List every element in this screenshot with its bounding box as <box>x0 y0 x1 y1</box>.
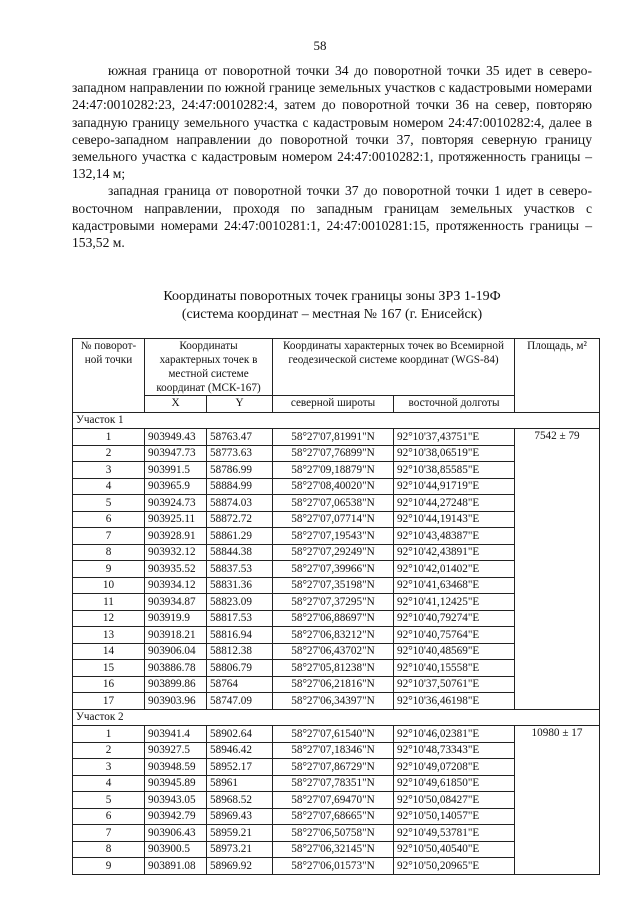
cell-longitude: 92°10'42,01402"E <box>394 561 515 578</box>
cell-longitude: 92°10'50,20965"E <box>394 858 515 875</box>
cell-latitude: 58°27'07,07714"N <box>273 511 394 528</box>
cell-x: 903925.11 <box>145 511 207 528</box>
paragraph-west-border: западная граница от поворотной точки 37 до поворотной точки 1 идет в северо-восточном направлении, проходя по западным границам земельных участков с кадастровыми номерами 24:47:0010281:1, 24:47:0010281:15, протяженность границы – 153,52 м. <box>72 183 592 251</box>
cell-longitude: 92°10'50,08427"E <box>394 792 515 809</box>
cell-y: 58817.53 <box>207 610 273 627</box>
cell-x: 903903.96 <box>145 693 207 710</box>
cell-longitude: 92°10'37,50761"E <box>394 676 515 693</box>
cell-latitude: 58°27'07,37295"N <box>273 594 394 611</box>
cell-y: 58763.47 <box>207 429 273 446</box>
cell-x: 903943.05 <box>145 792 207 809</box>
cell-point-number: 2 <box>73 445 145 462</box>
table-row <box>73 429 600 446</box>
cell-y: 58861.29 <box>207 528 273 545</box>
cell-longitude: 92°10'36,46198"E <box>394 693 515 710</box>
cell-longitude: 92°10'44,19143"E <box>394 511 515 528</box>
cell-latitude: 58°27'05,81238"N <box>273 660 394 677</box>
cell-x: 903886.78 <box>145 660 207 677</box>
cell-y: 58831.36 <box>207 577 273 594</box>
cell-longitude: 92°10'44,91719"E <box>394 478 515 495</box>
cell-point-number: 12 <box>73 610 145 627</box>
cell-x: 903927.5 <box>145 742 207 759</box>
cell-latitude: 58°27'06,32145"N <box>273 841 394 858</box>
cell-point-number: 4 <box>73 478 145 495</box>
header-area: Площадь, м² <box>515 339 600 413</box>
cell-point-number: 14 <box>73 643 145 660</box>
cell-latitude: 58°27'07,06538"N <box>273 495 394 512</box>
cell-longitude: 92°10'50,14057"E <box>394 808 515 825</box>
cell-latitude: 58°27'07,68665"N <box>273 808 394 825</box>
cell-x: 903945.89 <box>145 775 207 792</box>
cell-point-number: 6 <box>73 511 145 528</box>
cell-latitude: 58°27'06,83212"N <box>273 627 394 644</box>
paragraph-south-border: южная граница от поворотной точки 34 до поворотной точки 35 идет в северо-западном направлении по южной границе земельных участков с кадастровыми номерами 24:47:0010282:23, 24:47:0010282:4, затем до поворотной точки 36 на север, повторяю западную границу земельного участка с кадастровым номером 24:47:0010282:4, далее в северо-западном направлении до поворотной точки 37, повторяя северную границу земельного участка с кадастровым номером 24:47:0010282:1, протяженность границы – 132,14 м; <box>72 63 592 182</box>
cell-point-number: 16 <box>73 676 145 693</box>
cell-latitude: 58°27'07,35198"N <box>273 577 394 594</box>
cell-point-number: 3 <box>73 462 145 479</box>
section-row <box>73 412 600 429</box>
cell-point-number: 1 <box>73 429 145 446</box>
cell-x: 903928.91 <box>145 528 207 545</box>
cell-area: 7542 ± 79 <box>515 429 600 710</box>
cell-point-number: 2 <box>73 742 145 759</box>
cell-latitude: 58°27'07,61540"N <box>273 726 394 743</box>
cell-point-number: 17 <box>73 693 145 710</box>
cell-y: 58969.92 <box>207 858 273 875</box>
coordinates-table <box>72 338 600 875</box>
cell-x: 903965.9 <box>145 478 207 495</box>
cell-latitude: 58°27'07,69470"N <box>273 792 394 809</box>
cell-longitude: 92°10'49,07208"E <box>394 759 515 776</box>
cell-latitude: 58°27'07,86729"N <box>273 759 394 776</box>
table-body <box>73 412 600 874</box>
table-title-line-1: Координаты поворотных точек границы зоны ЗРЗ 1-19Ф <box>163 289 501 304</box>
cell-point-number: 13 <box>73 627 145 644</box>
cell-y: 58786.99 <box>207 462 273 479</box>
cell-y: 58837.53 <box>207 561 273 578</box>
cell-point-number: 4 <box>73 775 145 792</box>
cell-x: 903906.43 <box>145 825 207 842</box>
cell-longitude: 92°10'44,27248"E <box>394 495 515 512</box>
cell-longitude: 92°10'40,79274"E <box>394 610 515 627</box>
cell-area: 10980 ± 17 <box>515 726 600 875</box>
header-local-coords: Координаты характерных точек в местной системе координат (МСК-167) <box>145 339 273 396</box>
cell-latitude: 58°27'07,29249"N <box>273 544 394 561</box>
cell-y: 58812.38 <box>207 643 273 660</box>
cell-point-number: 9 <box>73 858 145 875</box>
cell-y: 58823.09 <box>207 594 273 611</box>
cell-y: 58968.52 <box>207 792 273 809</box>
cell-latitude: 58°27'06,01573"N <box>273 858 394 875</box>
cell-latitude: 58°27'07,81991"N <box>273 429 394 446</box>
cell-point-number: 8 <box>73 544 145 561</box>
cell-longitude: 92°10'40,15558"E <box>394 660 515 677</box>
cell-point-number: 9 <box>73 561 145 578</box>
cell-y: 58969.43 <box>207 808 273 825</box>
cell-longitude: 92°10'41,63468"E <box>394 577 515 594</box>
cell-longitude: 92°10'37,43751"E <box>394 429 515 446</box>
section-label: Участок 2 <box>73 709 600 726</box>
cell-x: 903948.59 <box>145 759 207 776</box>
cell-longitude: 92°10'46,02381"E <box>394 726 515 743</box>
header-wgs-coords: Координаты характерных точек во Всемирной геодезической системе координат (WGS-84) <box>273 339 515 396</box>
cell-point-number: 15 <box>73 660 145 677</box>
cell-y: 58747.09 <box>207 693 273 710</box>
cell-longitude: 92°10'49,61850"E <box>394 775 515 792</box>
cell-x: 903900.5 <box>145 841 207 858</box>
cell-x: 903941.4 <box>145 726 207 743</box>
cell-y: 58844.38 <box>207 544 273 561</box>
cell-y: 58872.72 <box>207 511 273 528</box>
cell-x: 903891.08 <box>145 858 207 875</box>
cell-x: 903924.73 <box>145 495 207 512</box>
section-row <box>73 709 600 726</box>
cell-longitude: 92°10'49,53781"E <box>394 825 515 842</box>
cell-y: 58973.21 <box>207 841 273 858</box>
cell-y: 58884.99 <box>207 478 273 495</box>
cell-longitude: 92°10'40,48569"E <box>394 643 515 660</box>
cell-x: 903899.86 <box>145 676 207 693</box>
cell-y: 58764 <box>207 676 273 693</box>
cell-point-number: 10 <box>73 577 145 594</box>
header-latitude: северной широты <box>273 396 394 413</box>
cell-point-number: 8 <box>73 841 145 858</box>
cell-latitude: 58°27'07,18346"N <box>273 742 394 759</box>
cell-latitude: 58°27'06,43702"N <box>273 643 394 660</box>
cell-x: 903934.12 <box>145 577 207 594</box>
cell-latitude: 58°27'06,21816"N <box>273 676 394 693</box>
cell-x: 903932.12 <box>145 544 207 561</box>
table-title <box>72 288 592 324</box>
cell-y: 58902.64 <box>207 726 273 743</box>
cell-latitude: 58°27'07,19543"N <box>273 528 394 545</box>
cell-point-number: 6 <box>73 808 145 825</box>
cell-point-number: 5 <box>73 792 145 809</box>
cell-longitude: 92°10'48,73343"E <box>394 742 515 759</box>
cell-x: 903947.73 <box>145 445 207 462</box>
cell-point-number: 7 <box>73 528 145 545</box>
table-row <box>73 726 600 743</box>
cell-latitude: 58°27'06,88697"N <box>273 610 394 627</box>
cell-y: 58959.21 <box>207 825 273 842</box>
cell-longitude: 92°10'42,43891"E <box>394 544 515 561</box>
cell-x: 903918.21 <box>145 627 207 644</box>
cell-y: 58773.63 <box>207 445 273 462</box>
cell-latitude: 58°27'09,18879"N <box>273 462 394 479</box>
cell-point-number: 1 <box>73 726 145 743</box>
cell-longitude: 92°10'50,40540"E <box>394 841 515 858</box>
cell-y: 58816.94 <box>207 627 273 644</box>
cell-point-number: 3 <box>73 759 145 776</box>
cell-latitude: 58°27'06,50758"N <box>273 825 394 842</box>
page-number: 58 <box>313 38 327 53</box>
cell-point-number: 5 <box>73 495 145 512</box>
body-text <box>72 62 592 251</box>
cell-y: 58952.17 <box>207 759 273 776</box>
cell-longitude: 92°10'38,85585"E <box>394 462 515 479</box>
header-x: X <box>145 396 207 413</box>
cell-x: 903919.9 <box>145 610 207 627</box>
cell-x: 903934.87 <box>145 594 207 611</box>
cell-y: 58806.79 <box>207 660 273 677</box>
cell-x: 903991.5 <box>145 462 207 479</box>
cell-latitude: 58°27'07,78351"N <box>273 775 394 792</box>
cell-longitude: 92°10'43,48387"E <box>394 528 515 545</box>
header-y: Y <box>207 396 273 413</box>
cell-latitude: 58°27'06,34397"N <box>273 693 394 710</box>
header-point-number: № поворот-ной точки <box>73 339 145 413</box>
cell-x: 903906.04 <box>145 643 207 660</box>
cell-point-number: 11 <box>73 594 145 611</box>
cell-y: 58874.03 <box>207 495 273 512</box>
cell-latitude: 58°27'07,76899"N <box>273 445 394 462</box>
cell-longitude: 92°10'41,12425"E <box>394 594 515 611</box>
section-label: Участок 1 <box>73 412 600 429</box>
cell-longitude: 92°10'38,06519"E <box>394 445 515 462</box>
cell-y: 58961 <box>207 775 273 792</box>
cell-x: 903935.52 <box>145 561 207 578</box>
cell-x: 903942.79 <box>145 808 207 825</box>
header-longitude: восточной долготы <box>394 396 515 413</box>
cell-latitude: 58°27'08,40020"N <box>273 478 394 495</box>
cell-latitude: 58°27'07,39966"N <box>273 561 394 578</box>
cell-x: 903949.43 <box>145 429 207 446</box>
table-title-line-2: (система координат – местная № 167 (г. Енисейск) <box>181 307 483 322</box>
cell-y: 58946.42 <box>207 742 273 759</box>
cell-longitude: 92°10'40,75764"E <box>394 627 515 644</box>
cell-point-number: 7 <box>73 825 145 842</box>
